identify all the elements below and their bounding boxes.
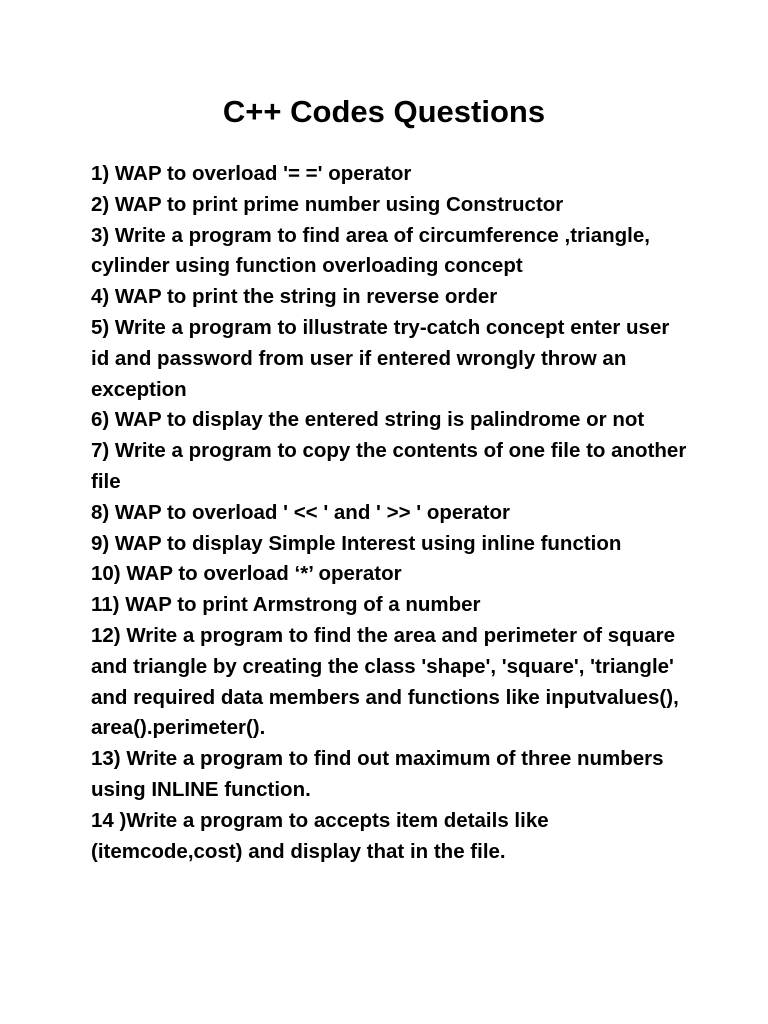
question-item: 4) WAP to print the string in reverse order [91, 285, 498, 309]
question-item: 13) Write a program to find out maximum of three numbers using INLINE function. [91, 747, 664, 801]
question-item: 11) WAP to print Armstrong of a number [91, 593, 481, 617]
question-item: 14 )Write a program to accepts item details like (itemcode,cost) and display that in the file. [91, 808, 549, 863]
question-item: 8) WAP to overload ' << ' and ' >> ' operator [91, 500, 510, 524]
question-item: 12) Write a program to find the area and perimeter of square and triangle by creating the class 'shape', 'square', 'triangle' and required data members and functions like inputvalues(), area().perimeter(). [91, 623, 679, 740]
question-item: 10) WAP to overload ‘*’ operator [91, 562, 402, 586]
question-item: 5) Write a program to illustrate try-catch concept enter user id and password from user if entered wrongly throw an exception [91, 315, 670, 401]
question-list [91, 159, 691, 867]
question-item: 3) Write a program to find area of circumference ,triangle, cylinder using function overloading concept [91, 223, 650, 278]
question-item: 2) WAP to print prime number using Constructor [91, 192, 564, 216]
question-item: 1) WAP to overload '= =' operator [91, 162, 412, 185]
question-item: 7) Write a program to copy the contents of one file to another file [91, 439, 687, 493]
page-title: C++ Codes Questions [222, 94, 546, 129]
question-item: 9) WAP to display Simple Interest using inline function [91, 531, 622, 555]
question-item: 6) WAP to display the entered string is palindrome or not [91, 408, 645, 432]
